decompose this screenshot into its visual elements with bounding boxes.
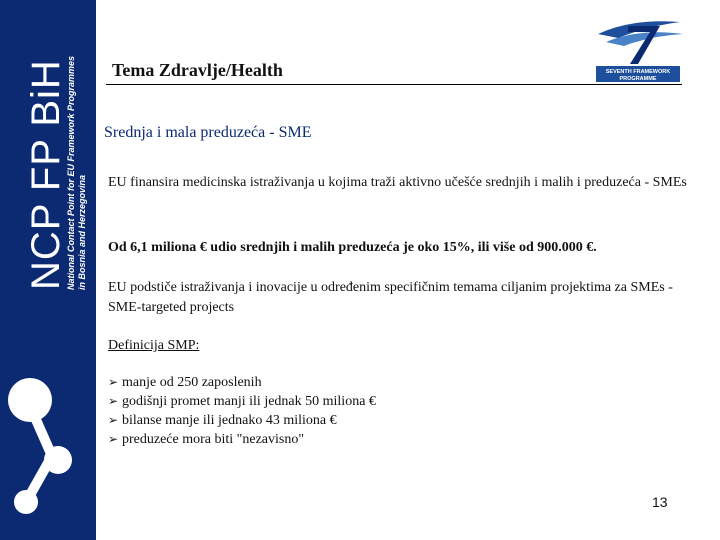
fp7-logo-icon xyxy=(588,16,688,86)
list-item xyxy=(108,373,376,392)
fp7-logo-line2: PROGRAMME xyxy=(619,76,657,82)
definition-label: Definicija SMP: xyxy=(108,338,200,353)
list-item xyxy=(108,430,376,449)
brand-subtitle xyxy=(66,56,88,290)
definition-list xyxy=(108,373,376,449)
list-item-text: godišnji promet manji ili jednak 50 miliona € xyxy=(122,394,376,409)
page-title: Tema Zdravlje/Health xyxy=(112,60,283,80)
list-item xyxy=(108,392,376,411)
molecule-logo-icon xyxy=(0,360,96,540)
arrow-bullet-icon: ➢ xyxy=(108,375,119,389)
section-title: Srednja i mala preduzeća - SME xyxy=(104,124,312,141)
brand-subtitle-line: in Bosnia and Herzegovina xyxy=(77,174,87,290)
arrow-bullet-icon: ➢ xyxy=(108,432,119,446)
arrow-bullet-icon: ➢ xyxy=(108,394,119,408)
paragraph-sme-projects: EU podstiče istraživanja i inovacije u određenim specifičnim temama ciljanim projektima za SMEs - SME-targeted projects xyxy=(108,280,673,315)
brand-subtitle-line: National Contact Point for EU Framework Programmes xyxy=(66,55,76,290)
paragraph-budget-share: Od 6,1 miliona € udio srednjih i malih preduzeća je oko 15%, ili više od 900.000 €. xyxy=(108,240,597,255)
sidebar-banner xyxy=(0,0,96,540)
fp7-logo-line1: SEVENTH FRAMEWORK xyxy=(605,69,671,75)
list-item-text: preduzeće mora biti "nezavisno" xyxy=(122,432,305,447)
list-item-text: manje od 250 zaposlenih xyxy=(122,375,262,390)
list-item-text: bilanse manje ili jednako 43 miliona € xyxy=(122,413,337,428)
paragraph-eu-funding: EU finansira medicinska istraživanja u kojima traži aktivno učešće srednjih i malih i preduzeća - SMEs xyxy=(108,175,687,190)
page-number: 13 xyxy=(652,494,668,510)
brand-logo-text: NCP FP BiH xyxy=(24,59,68,290)
arrow-bullet-icon: ➢ xyxy=(108,413,119,427)
list-item xyxy=(108,411,376,430)
